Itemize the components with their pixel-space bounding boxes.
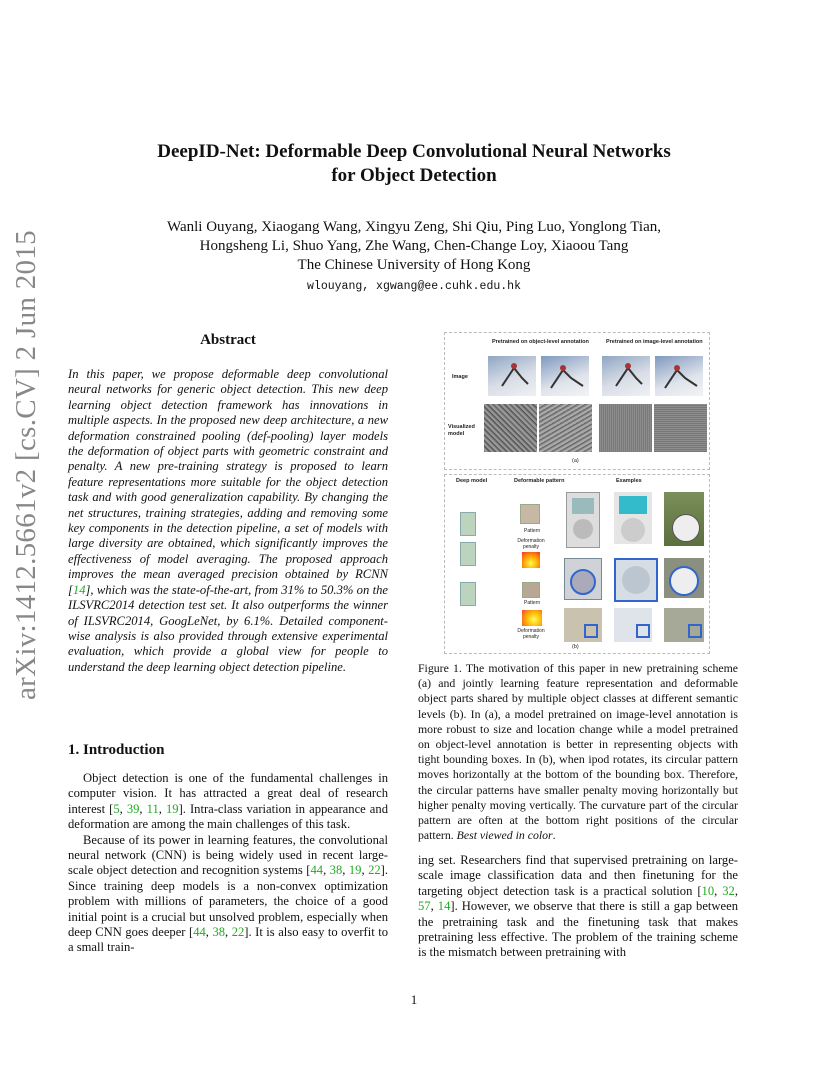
- pattern-patch: [522, 582, 540, 598]
- arxiv-identifier: arXiv:1412.5661v2 [cs.CV] 2 Jun 2015: [10, 230, 42, 700]
- figure-label-a: (a): [572, 458, 579, 464]
- ipod-photo: [614, 492, 652, 544]
- citation-link[interactable]: 10: [701, 883, 715, 898]
- skier-photo: [488, 356, 536, 396]
- figure-row-visualized: Visualized model: [448, 424, 475, 437]
- visualized-model: [539, 404, 592, 452]
- skier-photo: [541, 356, 589, 396]
- figure-label-b: (b): [572, 644, 579, 650]
- banjo-photo: [664, 492, 704, 546]
- citation-link[interactable]: 22: [368, 863, 381, 878]
- penalty-heatmap: [522, 552, 540, 568]
- abstract-heading: Abstract: [200, 332, 256, 348]
- deep-model-layer: [460, 582, 476, 606]
- visualized-model: [599, 404, 652, 452]
- citation-link[interactable]: 14: [72, 582, 86, 597]
- penalty-heatmap: [522, 610, 542, 626]
- pattern-patch: [520, 504, 540, 524]
- abstract-part-1: In this paper, we propose deformable deep convolutional neural networks for generic object detection. This new deep learning object detection framework has innovations in multiple aspects. In the proposed new deep architecture, a new deformation constrained pooling (def-pooling) layer models the deformation of object parts with geometric constraint and penalty. A new pre-training strategy is proposed to learn feature representations more suitable for the object detection task and with good generalization capability. By changing the net structures, training strategies, adding and removing some key components in the detection pipeline, a set of models with large diversity are obtained, which significantly improves the effectiveness of model averaging. The proposed approach improves the mean averaged precision obtained by RCNN [: [68, 367, 388, 597]
- figure-row-image: Image: [452, 374, 468, 380]
- citation-link[interactable]: 11: [146, 801, 159, 816]
- pattern-label: Pattern: [524, 528, 541, 534]
- citation-link[interactable]: 44: [310, 863, 324, 878]
- skier-photo: [655, 356, 703, 396]
- penalty-label: Deformation penalty: [517, 628, 545, 640]
- visualized-model: [484, 404, 537, 452]
- text-span: Object detection is one of the fundamental challenges in computer vision. It has attracted a great deal of research interest [: [68, 771, 388, 816]
- text-span: ]. Since training deep models is a non-convex optimization problem with millions of parameters, the choice of a good initial point is a crucial but unsolved problem, especially when deep CNN goes deeper [: [68, 863, 389, 940]
- ipod-photo: [564, 608, 602, 642]
- section-heading: 1. Introduction: [68, 742, 165, 758]
- intro-paragraph-2: Because of its power in learning features, the convolutional neural network (CNN) is being widely used in recent large-scale object detection and recognition systems [44, 38, 19, 22]. Since training deep models is a non-convex optimization problem with millions of parameters, the choice of a good initial point is a crucial but unsolved problem, especially when deep CNN goes deeper [44, 38, 22]. It is also easy to overfit to a small train-: [68, 832, 389, 955]
- citation-link[interactable]: 44: [193, 925, 206, 940]
- ipod-photo: [614, 558, 658, 602]
- title-line-2: for Object Detection: [331, 165, 497, 186]
- citation-link[interactable]: 19: [348, 863, 362, 878]
- citation-link[interactable]: 38: [212, 925, 226, 940]
- banjo-photo: [664, 558, 704, 598]
- intro-paragraph-1: Object detection is one of the fundamental challenges in computer vision. It has attracted a great deal of research interest [5, 39, 11, 19]. Intra-class variation in appearance and deformation are among the main challenges of this task.: [68, 771, 388, 832]
- intro-text: [68, 771, 388, 956]
- page-number: 1: [410, 992, 418, 1007]
- text-span: Because of its power in learning features, the convolutional neural network (CNN) is being widely used in recent large-scale object detection and recognition systems [: [68, 832, 388, 878]
- text-span: ing set. Researchers find that supervised pretraining on large-scale image classification data and then finetuning for the targeting object detection task is a practical solution [: [418, 853, 738, 898]
- pattern-label: Pattern: [524, 600, 541, 606]
- text-span: ]. However, we observe that there is still a gap between the pretraining task and the finetuning task that makes pretraining less effective. The problem of the training scheme is the mismatch between pretraining with: [418, 899, 738, 960]
- authors-line-1: Wanli Ouyang, Xiaogang Wang, Xingyu Zeng, Shi Qiu, Ping Luo, Yonglong Tian,: [167, 219, 661, 235]
- caption-end: .: [552, 828, 556, 843]
- abstract-text: [68, 367, 388, 675]
- right-column-text: ing set. Researchers find that supervised pretraining on large-scale image classification data and then finetuning for the targeting object detection task is a practical solution [10, 32, 57, 14]. However, we observe that there is still a gap between the pretraining task and the finetuning task that makes pretraining less effective. The problem of the training scheme is the mismatch between pretraining with: [418, 853, 738, 960]
- citation-link[interactable]: 14: [437, 899, 451, 914]
- figure-col-object-level: Pretrained on object-level annotation: [492, 339, 589, 345]
- authors-line-2: Hongsheng Li, Shuo Yang, Zhe Wang, Chen-Change Loy, Xiaoou Tang: [199, 238, 629, 254]
- author-block: [0, 218, 828, 275]
- citation-link[interactable]: 39: [126, 801, 140, 816]
- figure-caption: [418, 661, 738, 843]
- title-line-1: DeepID-Net: Deformable Deep Convolutional Neural Networks: [157, 141, 671, 162]
- ipod-photo: [566, 492, 600, 548]
- figure-1: [444, 332, 710, 654]
- figure-col-deformable-pattern: Deformable pattern: [514, 478, 565, 484]
- citation-link[interactable]: 19: [165, 801, 179, 816]
- caption-text: Figure 1. The motivation of this paper in new pretraining scheme (a) and jointly learning feature representation and deformable object parts shared by multiple object classes at different semantic levels (b). In (a), a model pretrained on image-level annotation is more robust to size and location change while a model pretrained on object-level annotation is better in representing objects with tight bounding boxes. In (b), when ipod rotates, its circular pattern moves horizontally at the bottom of the bounding box. Therefore, the circular patterns have smaller penalty moving horizontally but higher penalty moving vertically. The curvature part of the circular pattern are often at the bottom right positions of the circular pattern.: [418, 661, 738, 843]
- text-span: ]. Intra-class variation in appearance and deformation are among the main challenges of this task.: [68, 801, 388, 832]
- citation-link[interactable]: 5: [113, 801, 120, 816]
- skier-photo: [602, 356, 650, 396]
- deep-model-layer: [460, 542, 476, 566]
- abstract-part-2: ], which was the state-of-the-art, from 31% to 50.3% on the ILSVRC2014 detection test set. It also outperforms the winner of ILSVRC2014, GoogLeNet, by 6.1%. Detailed component-wise analysis is also provided through extensive experimental evaluation, which provide a global view for people to understand the deep learning object detection pipeline.: [68, 582, 388, 674]
- paper-title: [0, 140, 828, 188]
- figure-col-examples: Examples: [616, 478, 642, 484]
- citation-link[interactable]: 32: [722, 883, 735, 898]
- ipod-photo: [614, 608, 652, 642]
- citation-link[interactable]: 38: [329, 863, 343, 878]
- figure-col-deep-model: Deep model: [456, 478, 488, 484]
- citation-link[interactable]: 22: [231, 925, 245, 940]
- deep-model-layer: [460, 512, 476, 536]
- visualized-model: [654, 404, 707, 452]
- caption-italic: Best viewed in color: [456, 828, 553, 843]
- ipod-photo: [564, 558, 602, 600]
- citation-link[interactable]: 57: [418, 899, 431, 914]
- text-span: ]. It is also easy to overfit to a small train-: [68, 925, 389, 955]
- affiliation: The Chinese University of Hong Kong: [297, 257, 531, 273]
- banjo-photo: [664, 608, 704, 642]
- email: wlouyang, xgwang@ee.cuhk.edu.hk: [307, 280, 521, 293]
- penalty-label: Deformation penalty: [517, 538, 545, 550]
- figure-col-image-level: Pretrained on image-level annotation: [606, 339, 703, 345]
